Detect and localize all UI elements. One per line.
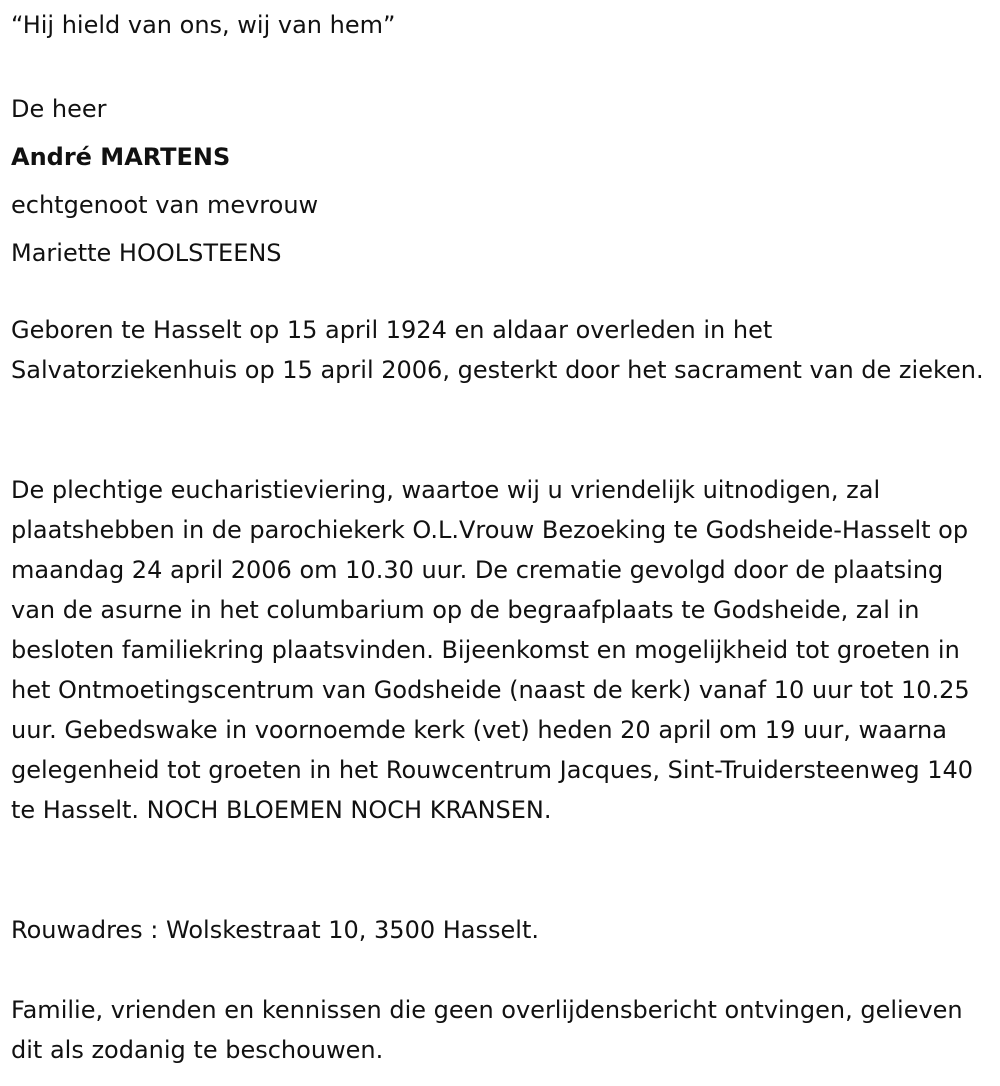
deceased-name: André MARTENS	[11, 143, 231, 171]
deceased-block	[11, 85, 991, 277]
spouse-intro: echtgenoot van mevrouw	[11, 191, 319, 219]
birth-death-paragraph: Geboren te Hasselt op 15 april 1924 en aldaar overleden in het Salvatorziekenhuis op 15 april 2006, gesterkt door het sacrament van de zieken.	[11, 316, 984, 384]
mourning-address: Rouwadres : Wolskestraat 10, 3500 Hasselt.	[11, 916, 539, 944]
closing-paragraph: Familie, vrienden en kennissen die geen overlijdensbericht ontvingen, gelieven dit als zodanig te beschouwen.	[11, 996, 963, 1064]
spouse-name: Mariette HOOLSTEENS	[11, 239, 282, 267]
ceremony-paragraph: De plechtige eucharistieviering, waartoe wij u vriendelijk uitnodigen, zal plaatshebben in de parochiekerk O.L.Vrouw Bezoeking te Godsheide-Hasselt op maandag 24 april 2006 om 10.30 uur. De crematie gevolgd door de plaatsing van de asurne in het columbarium op de begraafplaats te Godsheide, zal in besloten familiekring plaatsvinden. Bijeenkomst en mogelijkheid tot groeten in het Ontmoetingscentrum van Godsheide (naast de kerk) vanaf 10 uur tot 10.25 uur. Gebedswake in voornoemde kerk (vet) heden 20 april om 19 uur, waarna gelegenheid tot groeten in het Rouwcentrum Jacques, Sint-Truidersteenweg 140 te Hasselt. NOCH BLOEMEN NOCH KRANSEN.	[11, 476, 974, 824]
salutation: De heer	[11, 95, 107, 123]
notice-quote: “Hij hield van ons, wij van hem”	[11, 11, 396, 39]
